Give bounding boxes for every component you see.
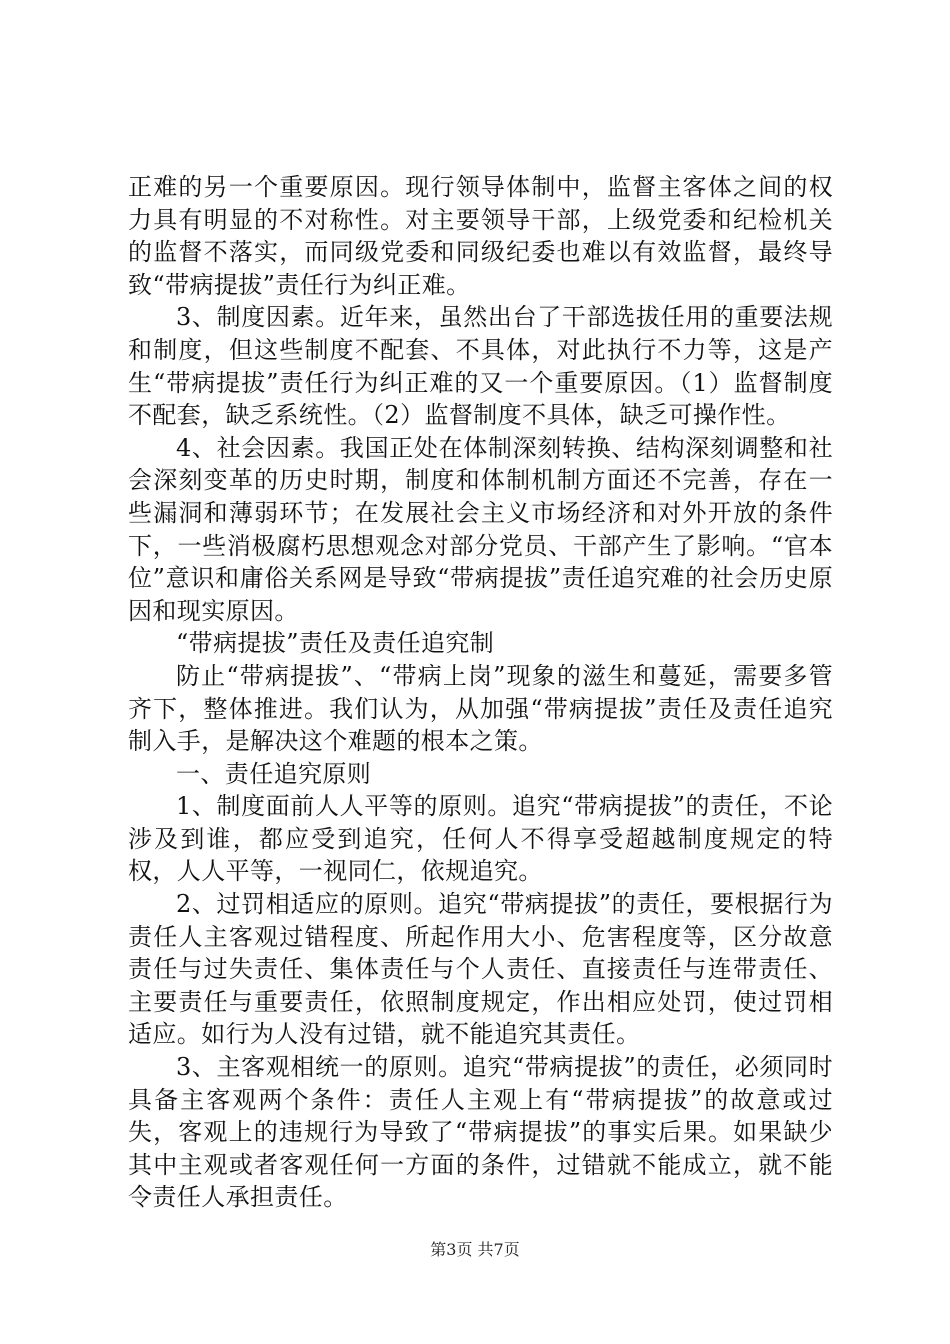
paragraph: 4、社会因素。我国正处在体制深刻转换、结构深刻调整和社会深刻变革的历史时期，制度和体制机制方面还不完善，存在一些漏洞和薄弱环节；在发展社会主义市场经济和对外开放的条件下，一些消极腐朽思想观念对部分党员、干部产生了影响。“官本位”意识和庸俗关系网是导致“带病提拔”责任追究难的社会历史原因和现实原因。: [128, 433, 833, 625]
page-footer: [0, 1240, 950, 1260]
paragraph: 1、制度面前人人平等的原则。追究“带病提拔”的责任，不论涉及到谁，都应受到追究，任何人不得享受超越制度规定的特权，人人平等，一视同仁，依规追究。: [128, 792, 833, 886]
section-heading: 一、责任追究原则: [176, 759, 372, 788]
document-body: [128, 171, 833, 1214]
paragraph: 防止“带病提拔”、“带病上岗”现象的滋生和蔓延，需要多管齐下，整体推进。我们认为，从加强“带病提拔”责任及责任追究制入手，是解决这个难题的根本之策。: [128, 661, 833, 756]
section-heading: “带病提拔”责任及责任追究制: [176, 629, 495, 658]
page-number: 第3页 共7页: [430, 1240, 520, 1259]
paragraph: 2、过罚相适应的原则。追究“带病提拔”的责任，要根据行为责任人主客观过错程度、所起作用大小、危害程度等，区分故意责任与过失责任、集体责任与个人责任、直接责任与连带责任、主要责任与重要责任，依照制度规定，作出相应处罚，使过罚相适应。如行为人没有过错，就不能追究其责任。: [128, 890, 833, 1049]
paragraph: 3、主客观相统一的原则。追究“带病提拔”的责任，必须同时具备主客观两个条件：责任人主观上有“带病提拔”的故意或过失，客观上的违规行为导致了“带病提拔”的事实后果。如果缺少其中主观或者客观任何一方面的条件，过错就不能成立，就不能令责任人承担责任。: [128, 1053, 833, 1212]
paragraph: 正难的另一个重要原因。现行领导体制中，监督主客体之间的权力具有明显的不对称性。对主要领导干部，上级党委和纪检机关的监督不落实，而同级党委和同级纪委也难以有效监督，最终导致“带病提拔”责任行为纠正难。: [128, 173, 833, 299]
paragraph: 3、制度因素。近年来，虽然出台了干部选拔任用的重要法规和制度，但这些制度不配套、不具体，对此执行不力等，这是产生“带病提拔”责任行为纠正难的又一个重要原因。（1）监督制度不配套，缺乏系统性。（2）监督制度不具体，缺乏可操作性。: [128, 303, 833, 430]
